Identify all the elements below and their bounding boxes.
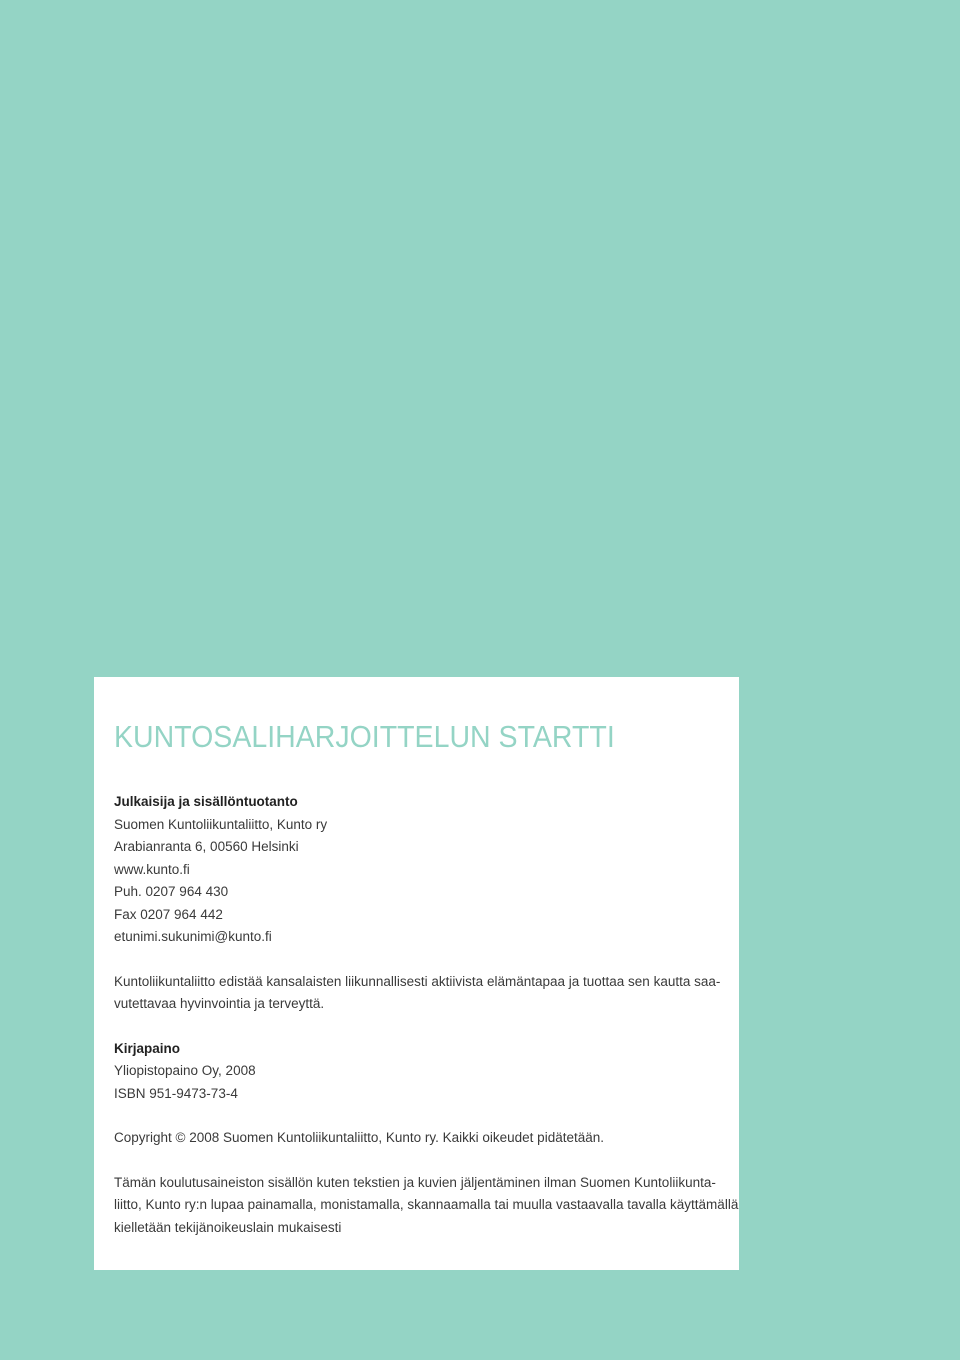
publisher-email: etunimi.sukunimi@kunto.fi xyxy=(114,929,272,944)
spacer xyxy=(114,1105,721,1127)
publisher-fax: Fax 0207 964 442 xyxy=(114,906,223,922)
mission-line: Kuntoliikuntaliitto edistää kansalaisten liikunnallisesti aktiivista elämäntapaa ja tuottaa sen kautta saa- xyxy=(114,973,721,989)
printer-block xyxy=(114,1038,721,1106)
printer-heading: Kirjapaino xyxy=(114,1040,181,1056)
rights-line: kielletään tekijänoikeuslain mukaisesti xyxy=(114,1219,342,1235)
mission-statement xyxy=(114,971,721,1016)
spacer xyxy=(114,949,721,971)
rights-line: liitto, Kunto ry:n lupaa painamalla, monistamalla, skannaamalla tai muulla vastaavalla tavalla käyttämällä xyxy=(114,1197,739,1212)
publisher-heading: Julkaisija ja sisällöntuotanto xyxy=(114,794,298,809)
printer-name: Yliopistopaino Oy, 2008 xyxy=(114,1063,256,1078)
document-title: KUNTOSALIHARJOITTELUN STARTTI xyxy=(114,719,615,754)
isbn: ISBN 951-9473-73-4 xyxy=(114,1085,238,1101)
rights-statement xyxy=(114,1172,739,1240)
copyright-notice: Copyright © 2008 Suomen Kuntoliikuntaliitto, Kunto ry. Kaikki oikeudet pidätetään. xyxy=(114,1130,604,1145)
rights-line: Tämän koulutusaineiston sisällön kuten tekstien ja kuvien jäljentäminen ilman Suomen Kuntoliikunta- xyxy=(114,1174,716,1190)
publisher-website: www.kunto.fi xyxy=(114,861,190,877)
spacer xyxy=(114,1150,721,1172)
publisher-org: Suomen Kuntoliikuntaliitto, Kunto ry xyxy=(114,816,328,832)
spacer xyxy=(114,1016,721,1038)
publisher-block xyxy=(114,791,721,949)
publisher-phone: Puh. 0207 964 430 xyxy=(114,884,229,899)
mission-line: vutettavaa hyvinvointia ja terveyttä. xyxy=(114,996,325,1011)
publisher-address: Arabianranta 6, 00560 Helsinki xyxy=(114,839,299,854)
colophon-panel xyxy=(94,677,739,1270)
